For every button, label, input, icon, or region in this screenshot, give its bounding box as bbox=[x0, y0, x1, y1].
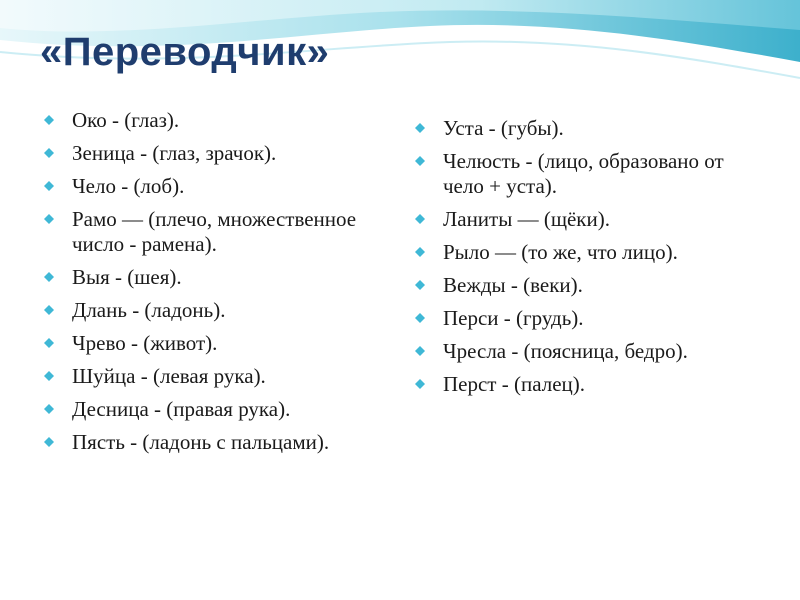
diamond-bullet-icon bbox=[415, 214, 425, 224]
list-item-text: Шуйца - (левая рука). bbox=[72, 364, 266, 388]
diamond-bullet-icon bbox=[415, 313, 425, 323]
diamond-bullet-icon bbox=[44, 148, 54, 158]
list-item-text: Уста - (губы). bbox=[443, 116, 564, 140]
list-item bbox=[44, 397, 384, 422]
list-item-text: Око - (глаз). bbox=[72, 108, 180, 132]
diamond-bullet-icon bbox=[415, 280, 425, 290]
list-item bbox=[44, 174, 384, 199]
left-term-list bbox=[44, 108, 384, 463]
list-item-text: Пясть - (ладонь с пальцами). bbox=[72, 430, 330, 454]
diamond-bullet-icon bbox=[44, 214, 54, 224]
list-item bbox=[44, 298, 384, 323]
diamond-bullet-icon bbox=[415, 346, 425, 356]
list-item-text: Перст - (палец). bbox=[443, 372, 585, 396]
list-item bbox=[44, 108, 384, 133]
diamond-bullet-icon bbox=[415, 247, 425, 257]
list-item-text: Десница - (правая рука). bbox=[72, 397, 291, 421]
slide-title: «Переводчик» bbox=[40, 30, 330, 74]
diamond-bullet-icon bbox=[44, 272, 54, 282]
diamond-bullet-icon bbox=[44, 181, 54, 191]
list-item bbox=[415, 116, 765, 141]
list-item bbox=[415, 207, 765, 232]
list-item-text: Чрево - (живот). bbox=[72, 331, 218, 355]
list-item-text: Чело - (лоб). bbox=[72, 174, 185, 198]
diamond-bullet-icon bbox=[415, 156, 425, 166]
list-item-text: Чресла - (поясница, бедро). bbox=[443, 339, 688, 363]
list-item-text: Перси - (грудь). bbox=[443, 306, 584, 330]
diamond-bullet-icon bbox=[415, 123, 425, 133]
list-item-text: Зеница - (глаз, зрачок). bbox=[72, 141, 277, 165]
list-item bbox=[415, 149, 765, 199]
right-term-list bbox=[415, 116, 765, 405]
list-item-text: Ланиты — (щёки). bbox=[443, 207, 610, 231]
list-item bbox=[415, 339, 765, 364]
diamond-bullet-icon bbox=[44, 338, 54, 348]
list-item bbox=[415, 240, 765, 265]
list-item-text: Длань - (ладонь). bbox=[72, 298, 226, 322]
list-item-text: Выя - (шея). bbox=[72, 265, 182, 289]
list-item bbox=[44, 364, 384, 389]
list-item bbox=[44, 331, 384, 356]
list-item-text: Вежды - (веки). bbox=[443, 273, 583, 297]
list-item-text: Рамо — (плечо, множественное число - рамена). bbox=[72, 207, 357, 256]
list-item bbox=[415, 372, 765, 397]
diamond-bullet-icon bbox=[44, 305, 54, 315]
list-item bbox=[44, 265, 384, 290]
diamond-bullet-icon bbox=[44, 115, 54, 125]
diamond-bullet-icon bbox=[44, 371, 54, 381]
diamond-bullet-icon bbox=[44, 437, 54, 447]
list-item bbox=[44, 141, 384, 166]
list-item bbox=[415, 273, 765, 298]
list-item bbox=[44, 430, 384, 455]
list-item bbox=[415, 306, 765, 331]
list-item bbox=[44, 207, 384, 257]
list-item-text: Челюсть - (лицо, образовано от чело + уста). bbox=[443, 149, 724, 198]
list-item-text: Рыло — (то же, что лицо). bbox=[443, 240, 678, 264]
diamond-bullet-icon bbox=[415, 379, 425, 389]
diamond-bullet-icon bbox=[44, 404, 54, 414]
